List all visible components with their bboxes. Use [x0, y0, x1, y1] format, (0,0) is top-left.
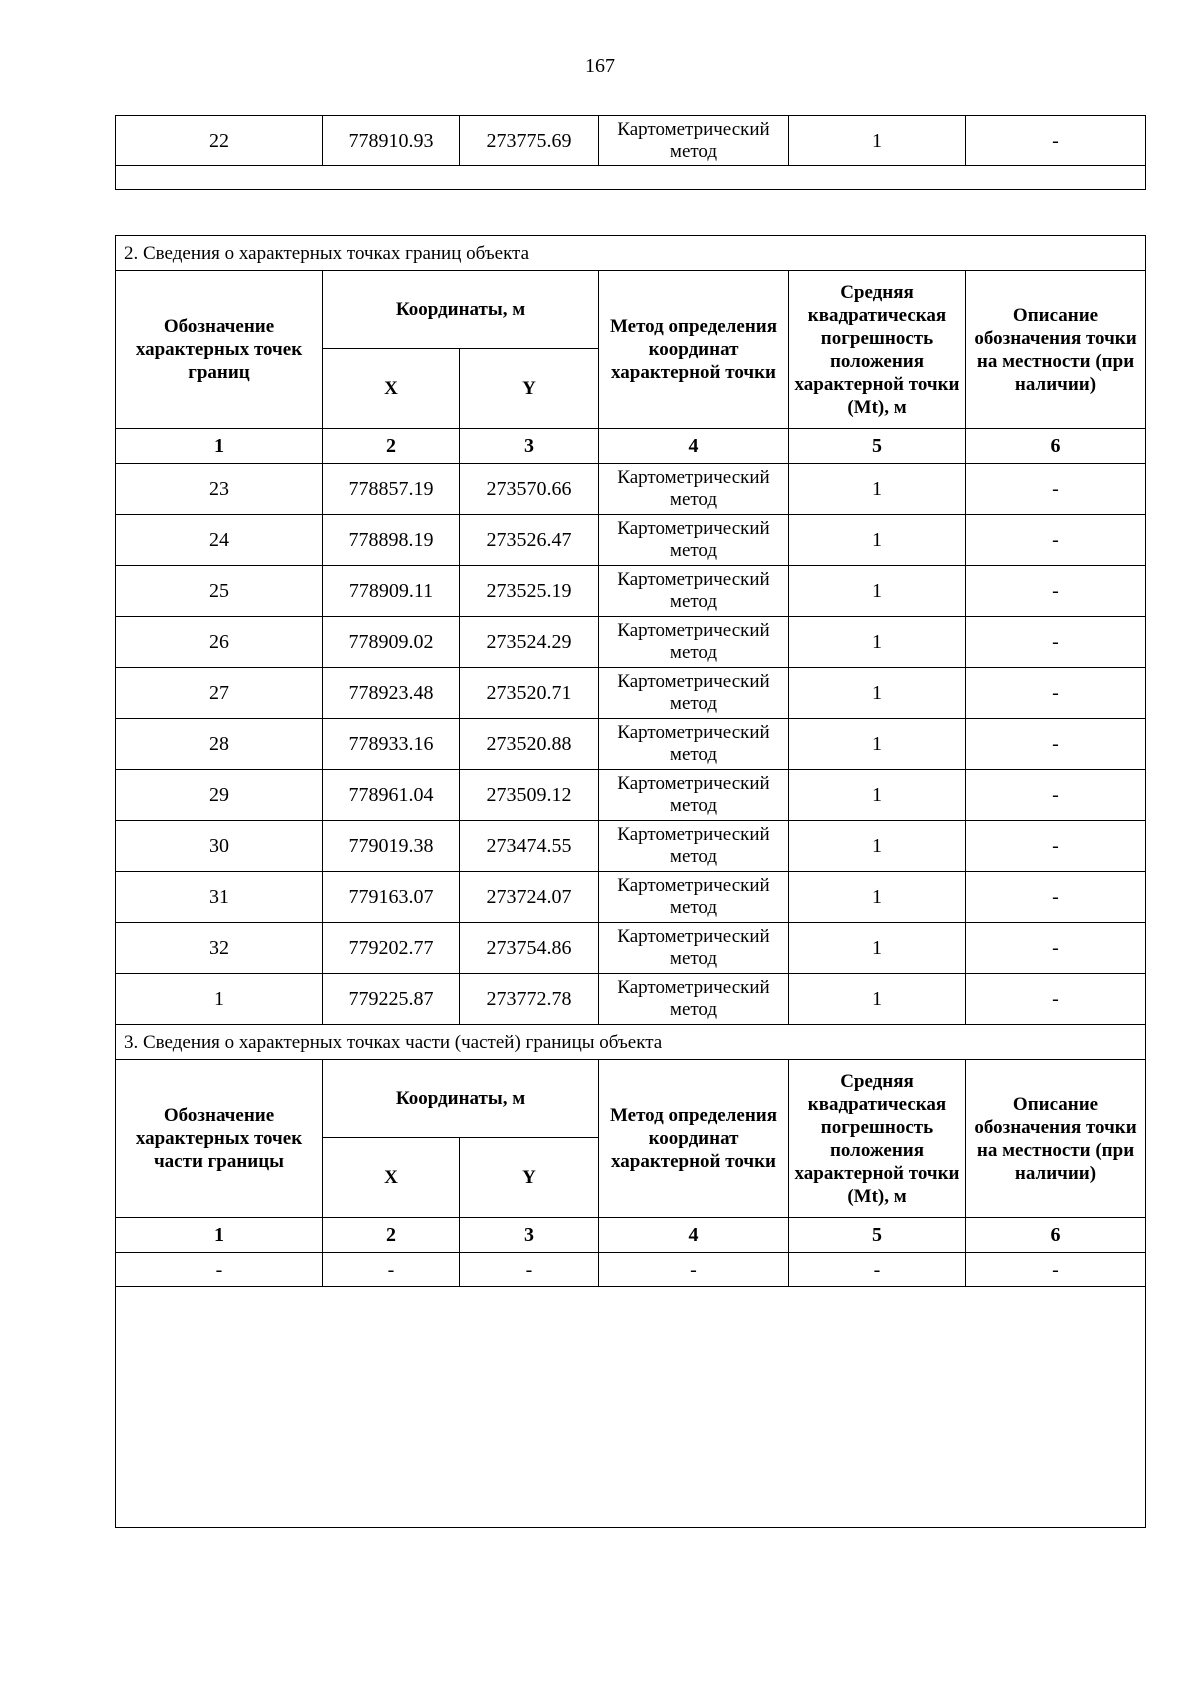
y-cell: 273724.07 — [460, 872, 599, 923]
point-cell: 23 — [116, 464, 323, 515]
x-cell: 778933.16 — [323, 719, 460, 770]
method-cell: Картометрический метод — [599, 821, 789, 872]
x-cell: 778910.93 — [323, 116, 460, 166]
table-row — [116, 974, 1146, 1025]
x-cell: 779202.77 — [323, 923, 460, 974]
header-coordinates: Координаты, м — [323, 1060, 599, 1138]
method-cell: Картометрический метод — [599, 617, 789, 668]
description-cell: - — [966, 116, 1146, 166]
column-number: 4 — [599, 429, 789, 464]
y-cell: 273525.19 — [460, 566, 599, 617]
mt-cell: 1 — [789, 770, 966, 821]
point-cell: 27 — [116, 668, 323, 719]
mt-cell: - — [789, 1253, 966, 1287]
x-cell: 779019.38 — [323, 821, 460, 872]
column-number: 1 — [116, 429, 323, 464]
mt-cell: 1 — [789, 464, 966, 515]
column-number: 2 — [323, 429, 460, 464]
section-2-title: 2. Сведения о характерных точках границ объекта — [116, 236, 1146, 271]
description-cell: - — [966, 923, 1146, 974]
empty-cell — [116, 166, 1146, 190]
column-numbers-row — [116, 1218, 1146, 1253]
method-cell: Картометрический метод — [599, 668, 789, 719]
header-description: Описание обозначения точки на местности (при наличии) — [966, 1060, 1146, 1218]
mt-cell: 1 — [789, 923, 966, 974]
point-cell: 32 — [116, 923, 323, 974]
header-method: Метод определения координат характерной точки — [599, 271, 789, 429]
table-row — [116, 668, 1146, 719]
mt-cell: 1 — [789, 974, 966, 1025]
header-y: Y — [460, 349, 599, 429]
x-cell: 779225.87 — [323, 974, 460, 1025]
x-cell: 778857.19 — [323, 464, 460, 515]
table-row — [116, 872, 1146, 923]
x-cell: 778923.48 — [323, 668, 460, 719]
point-cell: 22 — [116, 116, 323, 166]
point-cell: 30 — [116, 821, 323, 872]
mt-cell: 1 — [789, 821, 966, 872]
method-cell: Картометрический метод — [599, 566, 789, 617]
x-cell: 778961.04 — [323, 770, 460, 821]
mt-cell: 1 — [789, 515, 966, 566]
x-cell: 778898.19 — [323, 515, 460, 566]
header-y: Y — [460, 1138, 599, 1218]
table-row — [116, 617, 1146, 668]
mt-cell: 1 — [789, 872, 966, 923]
main-table — [115, 235, 1146, 1528]
header-method: Метод определения координат характерной точки — [599, 1060, 789, 1218]
header-point: Обозначение характерных точек границ — [116, 271, 323, 429]
mt-cell: 1 — [789, 617, 966, 668]
method-cell: Картометрический метод — [599, 464, 789, 515]
table-row — [116, 821, 1146, 872]
table-row — [116, 719, 1146, 770]
point-cell: 1 — [116, 974, 323, 1025]
empty-row — [116, 166, 1146, 190]
column-number: 5 — [789, 1218, 966, 1253]
y-cell: 273526.47 — [460, 515, 599, 566]
section-3-title: 3. Сведения о характерных точках части (частей) границы объекта — [116, 1025, 1146, 1060]
header-description: Описание обозначения точки на местности (при наличии) — [966, 271, 1146, 429]
description-cell: - — [966, 872, 1146, 923]
point-cell: 28 — [116, 719, 323, 770]
table-row — [116, 923, 1146, 974]
mt-cell: 1 — [789, 668, 966, 719]
column-number: 6 — [966, 1218, 1146, 1253]
table-row — [116, 770, 1146, 821]
table-row — [116, 116, 1146, 166]
header-x: X — [323, 1138, 460, 1218]
header-point: Обозначение характерных точек части границы — [116, 1060, 323, 1218]
method-cell: Картометрический метод — [599, 719, 789, 770]
description-cell: - — [966, 515, 1146, 566]
column-number: 3 — [460, 1218, 599, 1253]
column-number: 5 — [789, 429, 966, 464]
method-cell: Картометрический метод — [599, 515, 789, 566]
table-row — [116, 1253, 1146, 1287]
method-cell: Картометрический метод — [599, 770, 789, 821]
method-cell: Картометрический метод — [599, 923, 789, 974]
y-cell: 273509.12 — [460, 770, 599, 821]
y-cell: 273474.55 — [460, 821, 599, 872]
column-numbers-row — [116, 429, 1146, 464]
page-number: 167 — [585, 55, 615, 77]
column-number: 6 — [966, 429, 1146, 464]
description-cell: - — [966, 566, 1146, 617]
y-cell: - — [460, 1253, 599, 1287]
column-number: 2 — [323, 1218, 460, 1253]
method-cell: Картометрический метод — [599, 872, 789, 923]
description-cell: - — [966, 770, 1146, 821]
column-number: 1 — [116, 1218, 323, 1253]
description-cell: - — [966, 719, 1146, 770]
y-cell: 273570.66 — [460, 464, 599, 515]
description-cell: - — [966, 821, 1146, 872]
point-cell: 25 — [116, 566, 323, 617]
y-cell: 273520.88 — [460, 719, 599, 770]
blank-area — [116, 1287, 1146, 1528]
mt-cell: 1 — [789, 116, 966, 166]
method-cell: Картометрический метод — [599, 116, 789, 166]
point-cell: 31 — [116, 872, 323, 923]
description-cell: - — [966, 617, 1146, 668]
method-cell: - — [599, 1253, 789, 1287]
header-x: X — [323, 349, 460, 429]
y-cell: 273772.78 — [460, 974, 599, 1025]
description-cell: - — [966, 974, 1146, 1025]
point-cell: 26 — [116, 617, 323, 668]
x-cell: 778909.02 — [323, 617, 460, 668]
point-cell: - — [116, 1253, 323, 1287]
mt-cell: 1 — [789, 719, 966, 770]
header-mt: Средняя квадратическая погрешность положения характерной точки (Mt), м — [789, 271, 966, 429]
y-cell: 273520.71 — [460, 668, 599, 719]
y-cell: 273754.86 — [460, 923, 599, 974]
method-cell: Картометрический метод — [599, 974, 789, 1025]
x-cell: 779163.07 — [323, 872, 460, 923]
point-cell: 29 — [116, 770, 323, 821]
header-mt: Средняя квадратическая погрешность положения характерной точки (Mt), м — [789, 1060, 966, 1218]
column-number: 3 — [460, 429, 599, 464]
x-cell: 778909.11 — [323, 566, 460, 617]
table-row — [116, 464, 1146, 515]
point-cell: 24 — [116, 515, 323, 566]
x-cell: - — [323, 1253, 460, 1287]
mt-cell: 1 — [789, 566, 966, 617]
column-number: 4 — [599, 1218, 789, 1253]
top-table — [115, 115, 1146, 190]
description-cell: - — [966, 464, 1146, 515]
y-cell: 273775.69 — [460, 116, 599, 166]
header-coordinates: Координаты, м — [323, 271, 599, 349]
table-row — [116, 515, 1146, 566]
y-cell: 273524.29 — [460, 617, 599, 668]
description-cell: - — [966, 1253, 1146, 1287]
table-row — [116, 566, 1146, 617]
description-cell: - — [966, 668, 1146, 719]
